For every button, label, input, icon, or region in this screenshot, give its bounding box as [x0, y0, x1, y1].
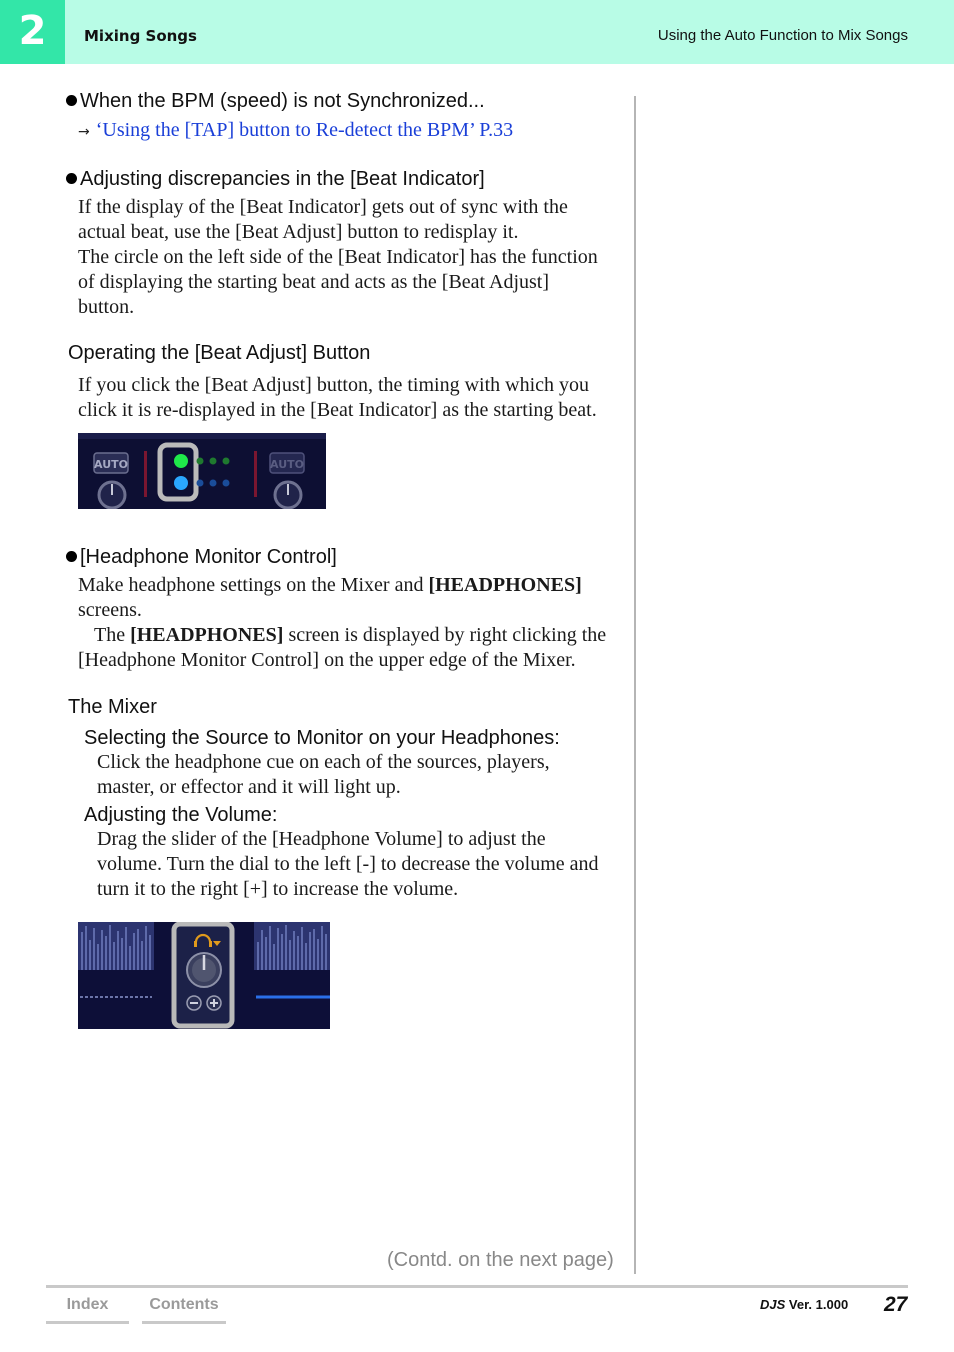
version-label: DJS Ver. 1.000	[760, 1297, 849, 1312]
source-heading: Selecting the Source to Monitor on your Headphones:	[84, 727, 560, 749]
text-line: actual beat, use the [Beat Adjust] button to redisplay it.	[78, 221, 519, 243]
headphone-text	[78, 573, 628, 673]
text-line: master, or effector and it will light up.	[97, 776, 401, 798]
beat-adjust-heading: Operating the [Beat Adjust] Button	[68, 342, 371, 364]
text-line: button.	[78, 296, 135, 318]
text-line: Drag the slider of the [Headphone Volume] to adjust the	[97, 828, 546, 850]
chapter-badge	[0, 0, 65, 64]
text-line: turn it to the right [+] to increase the volume.	[97, 878, 459, 900]
text-line: Click the headphone cue on each of the sources, players,	[97, 751, 550, 773]
volume-text	[97, 827, 599, 902]
contents-button[interactable]: Contents	[142, 1294, 226, 1324]
text-line: The circle on the left side of the [Beat Indicator] has the function	[78, 246, 598, 268]
mixer-heading: The Mixer	[68, 696, 157, 718]
column-divider	[634, 96, 636, 1274]
page-header	[0, 0, 954, 64]
headphone-volume-screenshot	[78, 922, 330, 1029]
page-number: 27	[884, 1293, 908, 1316]
text-line: The [HEADPHONES] screen is displayed by right clicking the	[94, 624, 607, 646]
beat-adjust-screenshot	[78, 433, 326, 509]
bpm-heading: When the BPM (speed) is not Synchronized...	[66, 90, 485, 113]
headphone-heading: [Headphone Monitor Control]	[66, 546, 337, 569]
tap-reference-link[interactable]	[78, 119, 513, 142]
text-line: Make headphone settings on the Mixer and [HEADPHONES]	[78, 574, 582, 596]
volume-heading: Adjusting the Volume:	[84, 804, 278, 826]
arrow-right-icon: →	[78, 124, 90, 140]
beat-indicator-heading: Adjusting discrepancies in the [Beat Indicator]	[66, 168, 485, 191]
index-button[interactable]: Index	[46, 1294, 129, 1324]
text-line: [Headphone Monitor Control] on the upper edge of the Mixer.	[78, 649, 576, 671]
text-line: volume. Turn the dial to the left [-] to decrease the volume and	[97, 853, 599, 875]
auto-right-label: AUTO	[270, 458, 304, 471]
auto-left-label: AUTO	[94, 458, 128, 471]
text-line: of displaying the starting beat and acts as the [Beat Adjust]	[78, 271, 549, 293]
section-title: Mixing Songs	[84, 27, 197, 45]
chapter-number: 2	[18, 8, 47, 54]
page-topic: Using the Auto Function to Mix Songs	[657, 27, 908, 44]
beat-indicator-text	[78, 195, 598, 320]
bullet-icon	[66, 173, 77, 184]
bullet-icon	[66, 551, 77, 562]
text-line: If you click the [Beat Adjust] button, the timing with which you	[78, 374, 590, 396]
continued-note: (Contd. on the next page)	[387, 1249, 614, 1271]
text-line: screens.	[78, 599, 142, 621]
text-line: click it is re-displayed in the [Beat Indicator] as the starting beat.	[78, 399, 597, 421]
beat-adjust-text	[78, 373, 597, 423]
footer-divider	[46, 1285, 908, 1288]
bullet-icon	[66, 95, 77, 106]
tap-link-text[interactable]: ‘Using the [TAP] button to Re-detect the BPM’ P.33	[95, 119, 514, 141]
text-line: If the display of the [Beat Indicator] gets out of sync with the	[78, 196, 568, 218]
source-text	[97, 750, 550, 800]
